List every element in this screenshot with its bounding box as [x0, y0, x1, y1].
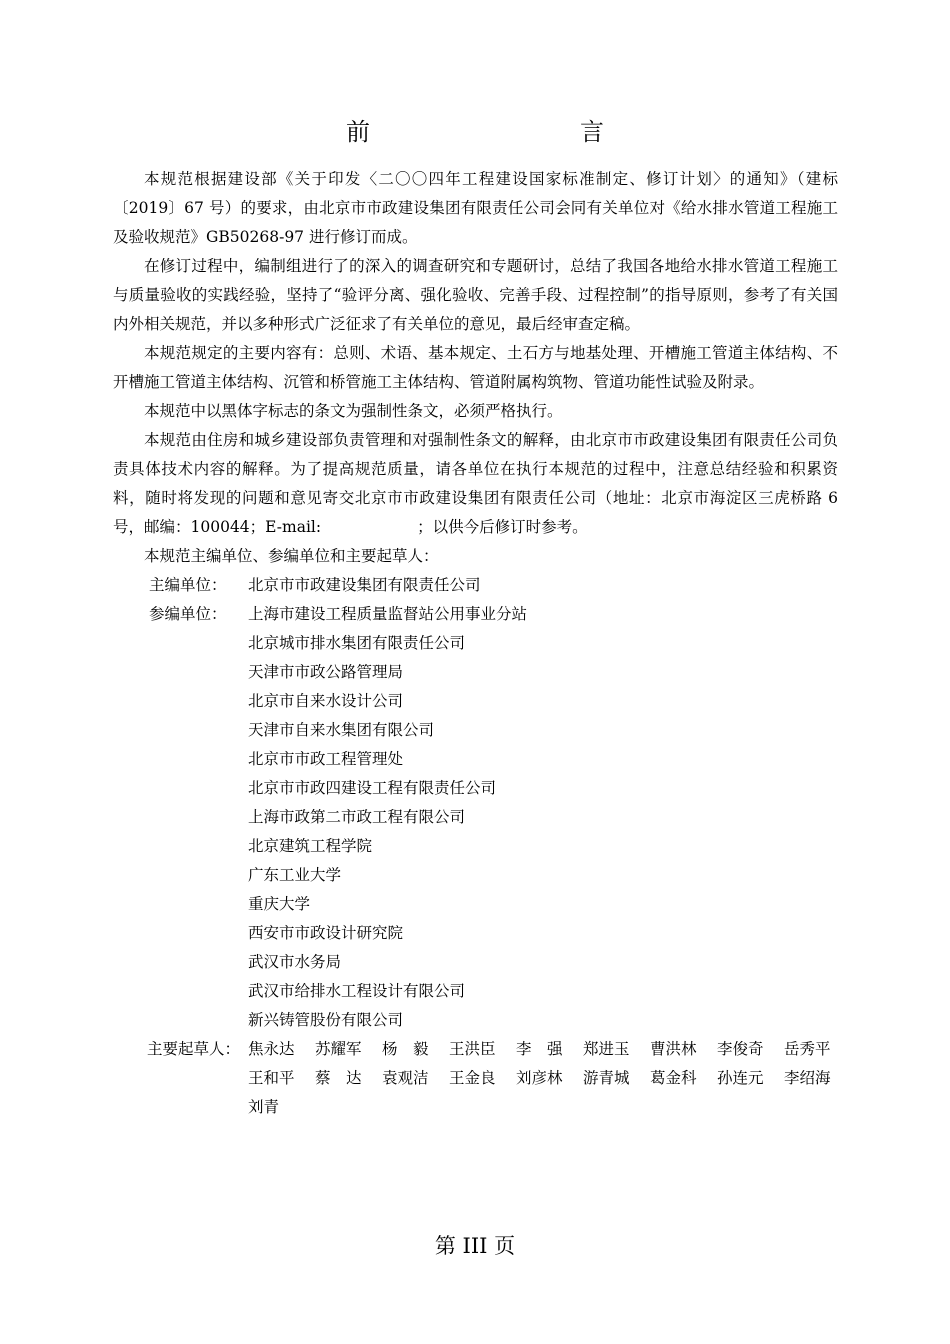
drafters-list	[248, 1035, 851, 1122]
participating-unit: 上海市建设工程质量监督站公用事业分站	[248, 605, 528, 623]
participating-unit-row	[113, 1006, 838, 1035]
participating-unit-row	[113, 774, 838, 803]
drafter-name: 王金良	[449, 1069, 496, 1087]
participating-unit: 西安市市政设计研究院	[248, 924, 404, 942]
participating-unit-row	[113, 658, 838, 687]
participating-unit: 天津市自来水集团有限公司	[248, 721, 435, 739]
participating-unit-row	[113, 629, 838, 658]
participating-unit-row	[113, 600, 838, 629]
participating-unit: 北京市自来水设计公司	[248, 692, 404, 710]
participating-unit: 新兴铸管股份有限公司	[248, 1011, 404, 1029]
participating-unit: 上海市政第二市政工程有限公司	[248, 808, 466, 826]
drafter-name: 曹洪林	[650, 1040, 697, 1058]
drafter-name: 刘彦林	[516, 1069, 563, 1087]
paragraph-main-contents: 本规范规定的主要内容有：总则、术语、基本规定、土石方与地基处理、开槽施工管道主体结构、不开槽施工管道主体结构、沉管和桥管施工主体结构、管道附属构筑物、管道功能性试验及附录。	[113, 344, 838, 391]
page-number: 第 III 页	[434, 1234, 516, 1258]
drafter-name: 王洪臣	[449, 1040, 496, 1058]
chief-unit-value: 北京市市政建设集团有限责任公司	[248, 576, 481, 594]
drafter-name: 葛金科	[650, 1069, 697, 1087]
participating-unit-row	[113, 832, 838, 861]
participating-units-label: 参编单位：	[149, 605, 227, 623]
participating-unit: 广东工业大学	[248, 866, 342, 884]
drafter-name: 孙连元	[717, 1069, 764, 1087]
participating-unit-row	[113, 919, 838, 948]
participating-unit: 北京城市排水集团有限责任公司	[248, 634, 466, 652]
drafter-name: 苏耀军	[315, 1040, 362, 1058]
paragraph-revision-process: 在修订过程中，编制组进行了的深入的调查研究和专题研讨，总结了我国各地给水排水管道工程施工与质量验收的实践经验，坚持了“验评分离、强化验收、完善手段、过程控制”的指导原则，参考了有关国内外相关规范，并以多种形式广泛征求了有关单位的意见，最后经审查定稿。	[113, 257, 838, 333]
participating-unit: 北京建筑工程学院	[248, 837, 373, 855]
paragraph-contact	[113, 426, 838, 542]
drafters-label: 主要起草人：	[147, 1040, 241, 1058]
chief-unit-row	[113, 571, 838, 600]
page-title: 前 言	[346, 118, 658, 146]
drafter-name: 杨 毅	[382, 1040, 429, 1058]
drafter-name: 岳秀平	[784, 1040, 831, 1058]
participating-unit: 北京市市政四建设工程有限责任公司	[248, 779, 497, 797]
participating-unit: 武汉市给排水工程设计有限公司	[248, 982, 466, 1000]
drafter-name: 焦永达	[248, 1040, 295, 1058]
participating-unit: 北京市市政工程管理处	[248, 750, 404, 768]
participating-unit-row	[113, 803, 838, 832]
participating-unit-row	[113, 687, 838, 716]
drafter-name: 袁观洁	[382, 1069, 429, 1087]
paragraph-mandatory-clauses: 本规范中以黑体字标志的条文为强制性条文，必须严格执行。	[144, 402, 563, 420]
drafter-name: 李绍海	[784, 1069, 831, 1087]
drafters-section	[113, 1035, 838, 1122]
drafter-name: 游青城	[583, 1069, 630, 1087]
drafter-name: 王和平	[248, 1069, 295, 1087]
drafter-name: 蔡 达	[315, 1069, 362, 1087]
participating-unit: 重庆大学	[248, 895, 311, 913]
drafter-name: 李俊奇	[717, 1040, 764, 1058]
participating-unit-row	[113, 977, 838, 1006]
participating-unit: 天津市市政公路管理局	[248, 663, 404, 681]
participating-unit-row	[113, 890, 838, 919]
drafter-name: 郑进玉	[583, 1040, 630, 1058]
preface-body	[113, 165, 838, 1122]
participating-unit-row	[113, 948, 838, 977]
participating-unit: 武汉市水务局	[248, 953, 342, 971]
participating-unit-row	[113, 745, 838, 774]
contact-text-end: ；以供今后修订时参考。	[417, 518, 588, 536]
participating-unit-row	[113, 716, 838, 745]
paragraph-basis: 本规范根据建设部《关于印发〈二〇〇四年工程建设国家标准制定、修订计划〉的通知》（建标〔2019〕67 号）的要求，由北京市市政建设集团有限责任公司会同有关单位对《给水排水管道工程施工及验收规范》GB50268-97 进行修订而成。	[113, 170, 838, 246]
contact-text: 本规范由住房和城乡建设部负责管理和对强制性条文的解释，由北京市市政建设集团有限责任公司负责具体技术内容的解释。为了提高规范质量，请各单位在执行本规范的过程中，注意总结经验和积累资料，随时将发现的问题和意见寄交北京市市政建设集团有限责任公司（地址：北京市海淀区三虎桥路 6 号，邮编：100044；E-mail:	[113, 431, 838, 536]
participating-unit-row	[113, 861, 838, 890]
drafter-name: 刘青	[248, 1098, 280, 1116]
drafter-name: 李 强	[516, 1040, 563, 1058]
units-intro: 本规范主编单位、参编单位和主要起草人：	[144, 547, 439, 565]
chief-unit-label: 主编单位：	[149, 576, 227, 594]
